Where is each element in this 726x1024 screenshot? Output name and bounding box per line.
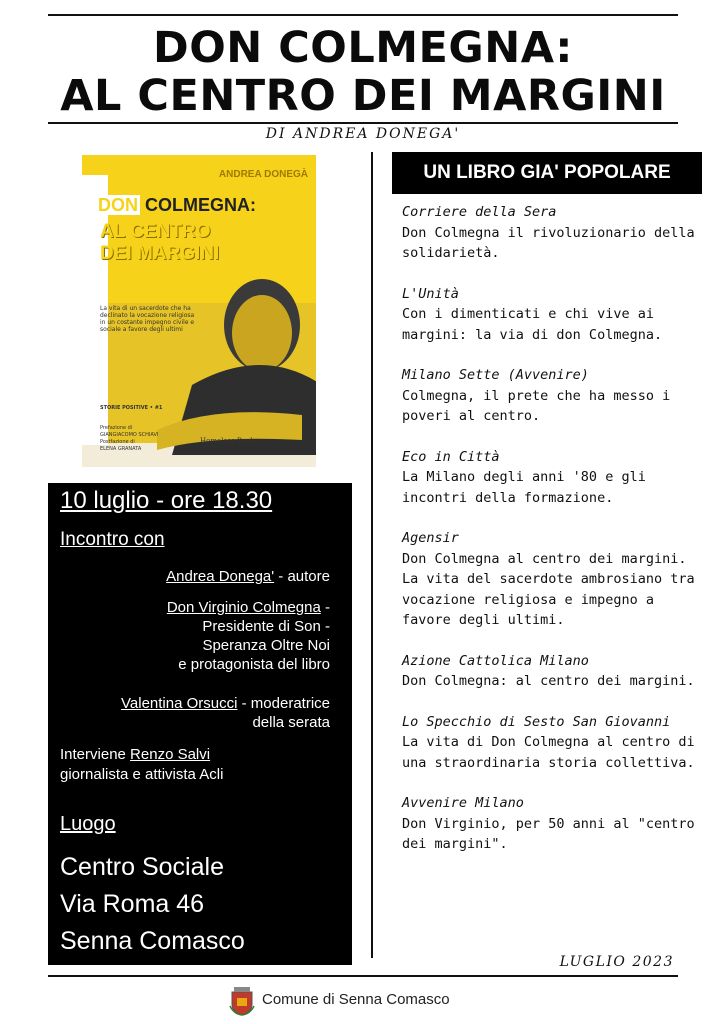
- cover-title-line1: [96, 195, 256, 216]
- review-headline: Don Colmegna al centro dei margini. La vita del sacerdote ambrosiano tra vocazione religiosa e impegno a favore degli ultimi.: [402, 550, 695, 628]
- footer-municipality: Comune di Senna Comasco: [262, 991, 450, 1008]
- popular-heading: UN LIBRO GIA' POPOLARE: [392, 152, 702, 194]
- event-incontro-label: Incontro con: [60, 529, 165, 550]
- review-headline: Con i dimenticati e chi vive ai margini: la via di don Colmegna.: [402, 306, 663, 343]
- speaker-3: [121, 694, 330, 732]
- speaker-2-name: Don Virginio Colmegna: [166, 599, 321, 616]
- review-headline: Don Colmegna: al centro dei margini.: [402, 673, 695, 689]
- speaker-3-name: Valentina Orsucci: [121, 695, 238, 712]
- cover-preface-label: Prefazione di: [100, 425, 133, 431]
- event-info-box: [48, 483, 352, 965]
- press-review: [402, 712, 702, 774]
- venue-town: Senna Comasco: [60, 927, 245, 955]
- venue-address: [60, 849, 245, 960]
- guest-prefix: Interviene: [60, 746, 131, 763]
- review-source: Agensir: [402, 530, 459, 546]
- speaker-1: [166, 567, 330, 586]
- cover-postface-label: Postfazione di: [100, 439, 135, 445]
- press-review: [402, 528, 702, 631]
- venue-name: Centro Sociale: [60, 853, 224, 881]
- speaker-1-role: - autore: [274, 568, 330, 585]
- cover-title-line3-text: DEI MARGINI: [100, 243, 220, 264]
- review-headline: Colmegna, il prete che ha messo i poveri al centro.: [402, 387, 671, 424]
- cover-preface-name: GIANGIACOMO SCHIAVI: [100, 432, 159, 438]
- cover-title-rest: COLMEGNA:: [145, 195, 257, 215]
- review-source: Lo Specchio di Sesto San Giovanni: [402, 713, 671, 730]
- review-source: Eco in Città: [402, 448, 500, 465]
- speaker-2: [167, 598, 330, 674]
- event-date: 10 luglio - ore 18.30: [60, 487, 273, 514]
- guest-name: Renzo Salvi: [130, 746, 211, 763]
- cover-description: La vita di un sacerdote che ha declinato la vocazione religiosa in un costante impegno civile e sociale a favore degli ultimi: [100, 305, 195, 333]
- guest-role: giornalista e attivista Acli: [60, 766, 224, 783]
- column-divider: [371, 152, 373, 958]
- municipal-crest-icon: [228, 986, 256, 1016]
- portrait-illustration-icon: [152, 255, 316, 455]
- cover-series: STORIE POSITIVE • #1: [100, 405, 163, 411]
- book-cover: [82, 155, 316, 467]
- press-review: [402, 202, 702, 264]
- venue-label: Luogo: [60, 813, 116, 835]
- book-author: DI ANDREA DONEGA': [265, 126, 461, 142]
- guest-speaker: [60, 745, 223, 785]
- speaker-3-role1: - moderatrice: [237, 695, 330, 712]
- press-review: [402, 793, 702, 855]
- cover-title-don: DON: [98, 195, 138, 215]
- speaker-1-name: Andrea Donega': [166, 568, 275, 585]
- venue-street: Via Roma 46: [60, 890, 205, 918]
- review-source: L'Unità: [402, 285, 459, 302]
- footer: [0, 986, 726, 1016]
- page-title-line2: AL CENTRO DEI MARGINI: [60, 71, 666, 121]
- publication-date: LUGLIO 2023: [559, 954, 674, 970]
- review-headline: La Milano degli anni '80 e gli incontri della formazione.: [402, 469, 646, 506]
- cover-title-line2-text: AL CENTRO: [100, 221, 211, 242]
- review-source: Avvenire Milano: [402, 795, 524, 811]
- speaker-3-role2: della serata: [252, 714, 330, 731]
- review-source: Azione Cattolica Milano: [402, 652, 589, 669]
- page-title-line1: DON COLMEGNA:: [153, 23, 573, 73]
- review-source: Milano Sette (Avvenire): [402, 367, 589, 383]
- press-reviews-list: [402, 202, 702, 875]
- review-source: Corriere della Sera: [402, 204, 557, 220]
- cover-title-line2: [100, 221, 219, 265]
- speaker-2-role3: Speranza Oltre Noi: [202, 637, 330, 654]
- cover-author: ANDREA DONEGÀ: [218, 169, 308, 180]
- speaker-2-role1: -: [320, 599, 330, 616]
- press-review: [402, 447, 702, 509]
- cover-postface-name: ELENA GRANATA: [100, 446, 142, 452]
- press-review: [402, 365, 702, 427]
- speaker-2-role2: Presidente di Son -: [202, 618, 330, 635]
- cover-publisher: Homeless Book: [200, 437, 255, 445]
- bottom-rule: [48, 975, 678, 977]
- review-headline: Don Virginio, per 50 anni al "centro dei margini".: [402, 815, 695, 852]
- review-headline: Don Colmegna il rivoluzionario della solidarietà.: [402, 224, 695, 261]
- press-review: [402, 284, 702, 346]
- top-rule: [48, 14, 678, 16]
- review-headline: La vita di Don Colmegna al centro di una straordinaria storia collettiva.: [402, 734, 695, 771]
- title-rule: [48, 122, 678, 124]
- press-review: [402, 651, 702, 692]
- cover-credits: [100, 425, 158, 453]
- speaker-2-role4: e protagonista del libro: [178, 656, 330, 673]
